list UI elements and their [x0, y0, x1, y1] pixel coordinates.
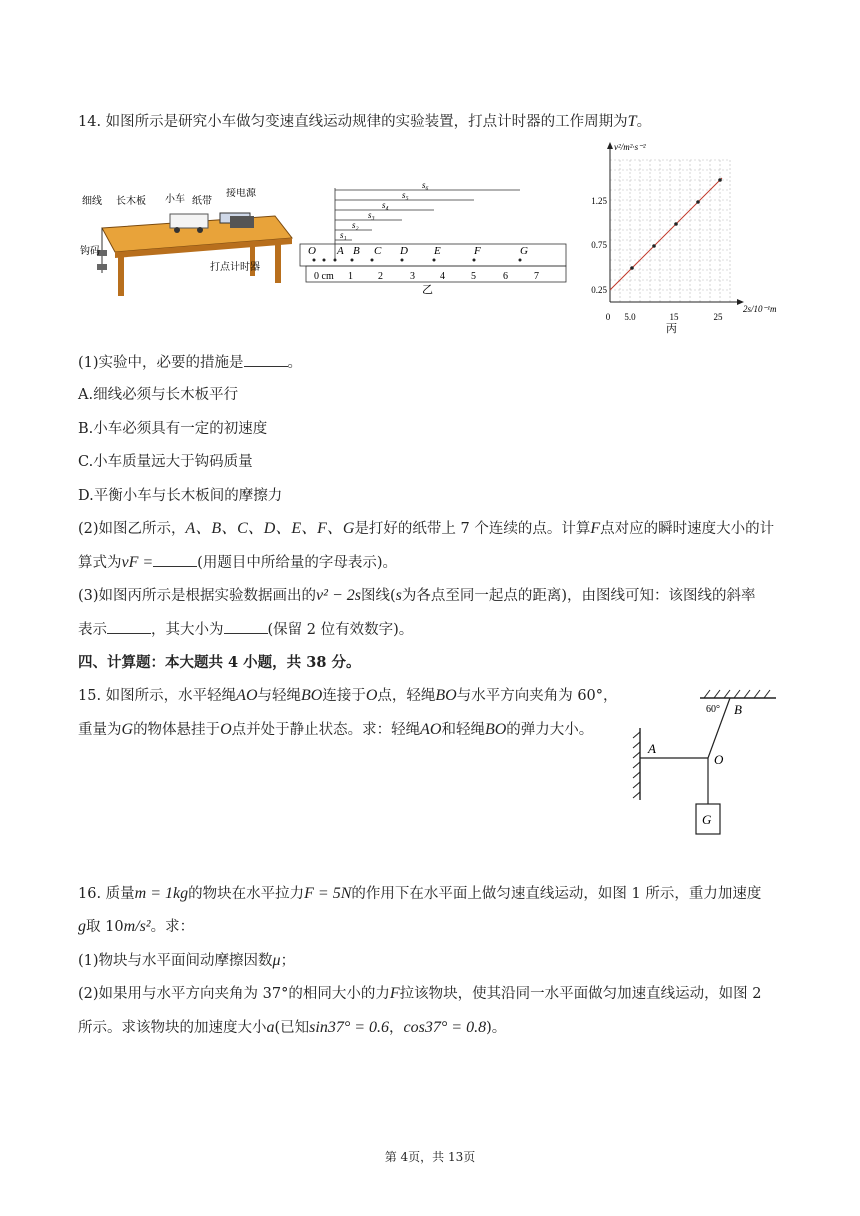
pt-B: B	[353, 245, 360, 257]
svg-text:6: 6	[503, 271, 508, 282]
span-s6: s₆	[422, 180, 429, 190]
label-jiedianyuan: 接电源	[226, 188, 256, 199]
span-s5: s₅	[402, 190, 409, 200]
pt-D: D	[400, 245, 408, 257]
label-dadianjishiqi: 打点计时器	[210, 262, 260, 273]
svg-text:5: 5	[471, 271, 476, 282]
pt-F: F	[474, 245, 481, 257]
svg-text:25: 25	[713, 312, 723, 322]
svg-text:1.25: 1.25	[591, 196, 607, 206]
fig-apparatus	[80, 188, 295, 298]
q14-part3-line2: 表示 ，其大小为 (保留 2 位有效数字)。	[78, 619, 413, 640]
svg-text:15: 15	[669, 312, 679, 322]
pt-C: C	[374, 245, 382, 257]
svg-text:7: 7	[534, 271, 539, 282]
svg-text:0: 0	[605, 312, 611, 322]
q16-part2-line2: 所示。求该物块的加速度大小a(已知sin37° = 0.6，cos37° = 0.8)。	[78, 1019, 507, 1036]
tick-0cm: 0 cm	[314, 271, 334, 282]
svg-text:4: 4	[440, 271, 445, 282]
q14-part2-line1: (2)如图乙所示，A、B、C、D、E、F、G是打好的纸带上 7 个连续的点。计算F点对应的瞬时速度大小的计	[78, 520, 775, 537]
q16-line2: g取 10m/s²。求：	[78, 918, 195, 935]
page-footer: 第 4页，共 13页	[384, 1150, 476, 1164]
q15-angle: 60°	[706, 704, 720, 715]
pt-O: O	[308, 245, 316, 257]
fig-tape	[298, 178, 570, 296]
q16-line1: 16. 质量m = 1kg的物块在水平拉力F = 5N的作用下在水平面上做匀速直线运动，如图 1 所示，重力加速度	[78, 885, 762, 902]
fig-q15	[630, 688, 780, 838]
fig-graph	[580, 140, 790, 340]
label-zhidai: 纸带	[192, 196, 212, 207]
svg-text:0.75: 0.75	[591, 240, 607, 250]
span-s3: s₃	[368, 210, 375, 220]
graph-xlabel: 2s/10⁻¹m	[743, 304, 777, 314]
caption-bing: 丙	[666, 323, 677, 335]
svg-text:5.0: 5.0	[624, 312, 636, 322]
q14-option-c: C.小车质量远大于钩码质量	[78, 454, 253, 470]
svg-text:A: A	[648, 741, 656, 756]
q14-option-a: A.细线必须与长木板平行	[78, 387, 239, 403]
pt-A: A	[337, 245, 344, 257]
q14-part1: (1)实验中，必要的措施是 。	[78, 352, 302, 373]
q16-part2-line1: (2)如果用与水平方向夹角为 37°的相同大小的力F拉该物块，使其沿同一水平面做匀加速直线运动，如图 2	[78, 985, 762, 1002]
q14-part2-line2: 算式为vF = (用题目中所给量的字母表示)。	[78, 554, 397, 571]
q15-line1: 15. 如图所示，水平轻绳AO与轻绳BO连接于O点，轻绳BO与水平方向夹角为 60°，	[78, 687, 618, 704]
label-xiaoche: 小车	[165, 194, 185, 205]
pt-G: G	[520, 245, 528, 257]
span-s4: s₄	[382, 200, 389, 210]
pt-E: E	[434, 245, 441, 257]
label-gouma: 钩码	[80, 246, 100, 257]
span-s2: s₂	[352, 220, 359, 230]
q16-part1: (1)物块与水平面间动摩擦因数μ；	[78, 952, 296, 969]
svg-text:G: G	[702, 812, 712, 827]
label-changmuban: 长木板	[116, 196, 146, 207]
svg-text:0.25: 0.25	[591, 285, 607, 295]
graph-ylabel: v²/m²·s⁻²	[614, 142, 646, 152]
svg-text:O: O	[714, 752, 724, 767]
svg-text:B: B	[734, 702, 742, 717]
q15-line2: 重量为G的物体悬挂于O点并处于静止状态。求：轻绳AO和轻绳BO的弹力大小。	[78, 721, 594, 738]
svg-text:1: 1	[348, 271, 353, 282]
q14-option-d: D.平衡小车与长木板间的摩擦力	[78, 488, 283, 504]
svg-text:3: 3	[410, 271, 415, 282]
label-xixian: 细线	[82, 196, 102, 207]
q14-option-b: B.小车必须具有一定的初速度	[78, 421, 268, 437]
answer-blank	[244, 352, 288, 367]
q14-part3-line1: (3)如图丙所示是根据实验数据画出的v² − 2s图线(s为各点至同一起点的距离)，由图线可知：该图线的斜率	[78, 587, 756, 604]
span-s1: s₁	[340, 230, 347, 240]
caption-yi: 乙	[422, 284, 433, 296]
q14-stem: 14. 如图所示是研究小车做匀变速直线运动规律的实验装置，打点计时器的工作周期为T。	[78, 113, 652, 130]
section-heading: 四、计算题：本大题共 4 小题，共 38 分。	[78, 654, 361, 671]
svg-text:2: 2	[378, 271, 383, 282]
